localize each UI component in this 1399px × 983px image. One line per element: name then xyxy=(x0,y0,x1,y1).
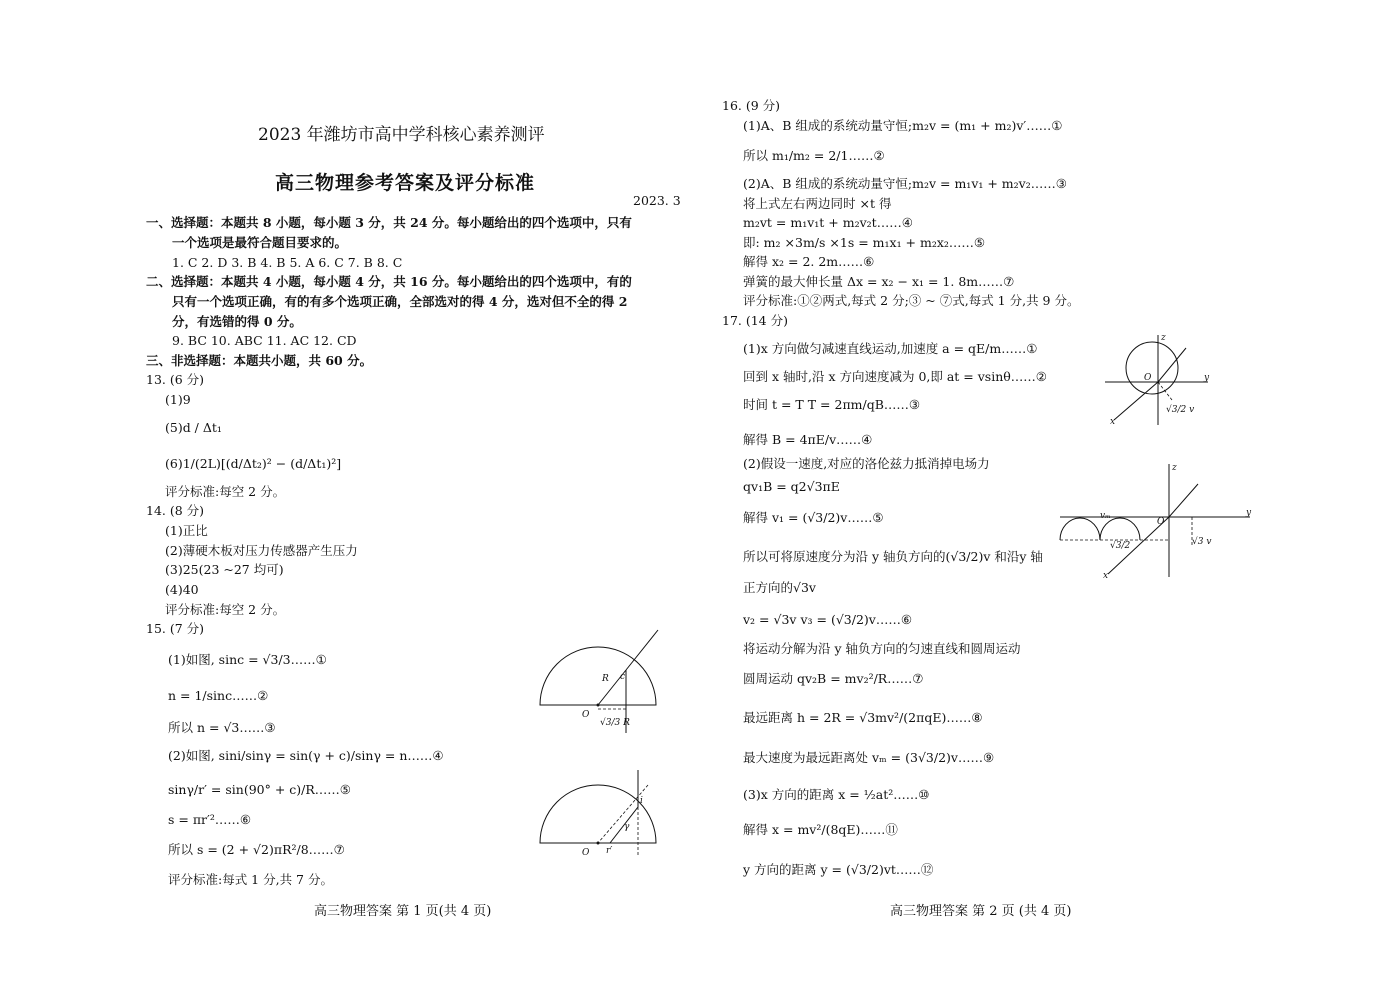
trajectory-arcs xyxy=(1060,518,1140,540)
q15-eq1: (1)如图, sinc = √3/3……① xyxy=(168,652,327,667)
section2-header-cont2: 分，有选错的得 0 分。 xyxy=(172,314,302,329)
q14-scoring: 评分标准:每空 2 分。 xyxy=(165,602,286,617)
q15-figure-2 xyxy=(530,765,670,865)
label-o: O xyxy=(582,848,590,858)
q17-eq12: 圆周运动 qv₂B = mv₂²/R……⑦ xyxy=(743,671,924,686)
q16-header: 16. (9 分) xyxy=(722,98,781,113)
section1-header-cont: 一个选项是最符合题目要求的。 xyxy=(172,235,348,250)
q16-eq2: 所以 m₁/m₂ = 2/1……② xyxy=(743,148,885,163)
x-axis xyxy=(1114,382,1158,420)
q17-eq10: v₂ = √3v v₃ = (√3/2)v……⑥ xyxy=(743,612,913,627)
velocity-line xyxy=(1158,348,1186,382)
label-v3: √3 v xyxy=(1192,537,1212,547)
label-vm: vₘ xyxy=(1100,511,1111,521)
q16-eq5: m₂vt = m₁v₁t + m₂v₂t……④ xyxy=(743,215,913,230)
q15-header: 15. (7 分) xyxy=(146,621,205,636)
dashed-proj xyxy=(1158,382,1172,400)
doc-title: 2023 年潍坊市高中学科核心素养测评 xyxy=(258,125,545,145)
q15-eq4: (2)如图, sini/sinγ = sin(γ + c)/sinγ = n……④ xyxy=(168,748,444,763)
q17-figure-1 xyxy=(1100,330,1220,430)
label-y: y xyxy=(1204,373,1210,383)
q17-eq14: 最大速度为最远距离处 vₘ = (3√3/2)v……⑨ xyxy=(743,750,995,765)
label-r-prime: r′ xyxy=(606,846,613,856)
section2-answers: 9. BC 10. ABC 11. AC 12. CD xyxy=(172,333,357,348)
label-i: i xyxy=(640,796,643,806)
label-y: y xyxy=(1246,508,1252,518)
q16-eq4: 将上式左右两边同时 ×t 得 xyxy=(743,196,892,211)
q17-eq1: (1)x 方向做匀减速直线运动,加速度 a = qE/m……① xyxy=(743,341,1038,356)
semicircle xyxy=(540,785,656,843)
label-x: x xyxy=(1103,571,1109,581)
label-z: z xyxy=(1161,333,1166,343)
incident-ray xyxy=(626,630,658,670)
left-page-footer: 高三物理答案 第 1 页(共 4 页) xyxy=(314,904,492,919)
q16-eq6: 即: m₂ ×3m/s ×1s = m₁x₁ + m₂x₂……⑤ xyxy=(743,235,986,250)
q15-eq2: n = 1/sinc……② xyxy=(168,688,269,703)
label-dist: √3/3 R xyxy=(600,718,630,728)
q17-eq17: y 方向的距离 y = (√3/2)vt……⑫ xyxy=(743,862,934,877)
velocity-line xyxy=(1169,484,1198,517)
q17-header: 17. (14 分) xyxy=(722,313,788,328)
q15-figure-1 xyxy=(530,625,670,735)
label-o: O xyxy=(1144,373,1152,383)
section2-header: 二、选择题：本题共 4 小题，每小题 4 分，共 16 分。每小题给出的四个选项中，有的 xyxy=(146,274,632,289)
label-gamma: γ xyxy=(624,822,630,832)
q14-header: 14. (8 分) xyxy=(146,503,205,518)
section1-answers: 1. C 2. D 3. B 4. B 5. A 6. C 7. B 8. C xyxy=(172,255,403,270)
q17-eq7: 解得 v₁ = (√3/2)v……⑤ xyxy=(743,510,884,525)
q16-eq8: 弹簧的最大伸长量 Δx = x₂ − x₁ = 1. 8m……⑦ xyxy=(743,274,1015,289)
section2-header-cont1: 只有一个选项正确，有的有多个选项正确，全部选对的得 4 分，选对但不全的得 2 xyxy=(172,294,628,309)
q13-header: 13. (6 分) xyxy=(146,372,205,387)
q17-figure-2 xyxy=(1058,462,1258,582)
q17-eq9: 正方向的√3v xyxy=(743,580,816,595)
q17-eq4: 解得 B = 4πE/v……④ xyxy=(743,432,873,447)
q14-part4: (4)40 xyxy=(165,582,199,597)
label-v: √3/2 v xyxy=(1166,405,1195,415)
semicircle xyxy=(540,647,656,705)
q14-part2: (2)薄硬木板对压力传感器产生压力 xyxy=(165,543,358,558)
right-page-footer: 高三物理答案 第 2 页 (共 4 页) xyxy=(890,904,1072,919)
label-z: z xyxy=(1172,463,1177,473)
q17-eq15: (3)x 方向的距离 x = ½at²……⑩ xyxy=(743,787,930,802)
q16-scoring: 评分标准:①②两式,每式 2 分;③ ~ ⑦式,每式 1 分,共 9 分。 xyxy=(743,293,1080,308)
q15-eq3: 所以 n = √3……③ xyxy=(168,720,276,735)
label-c: c xyxy=(620,672,626,682)
q13-part6: (6)1/(2L)[(d/Δt₂)² − (d/Δt₁)²] xyxy=(165,456,342,471)
q13-part5: (5)d / Δt₁ xyxy=(165,420,222,435)
normal-line xyxy=(598,785,648,843)
q13-part1: (1)9 xyxy=(165,392,191,407)
q16-eq1: (1)A、B 组成的系统动量守恒;m₂v = (m₁ + m₂)v′……① xyxy=(743,118,1063,133)
label-o: O xyxy=(1157,517,1165,527)
q17-eq2: 回到 x 轴时,沿 x 方向速度减为 0,即 at = vsinθ……② xyxy=(743,369,1047,384)
section1-header: 一、选择题：本题共 8 小题，每小题 3 分，共 24 分。每小题给出的四个选项中，只有 xyxy=(146,215,632,230)
q15-eq5: sinγ/r′ = sin(90° + c)/R……⑤ xyxy=(168,782,352,797)
q17-eq8: 所以可将原速度分为沿 y 轴负方向的(√3/2)v 和沿y 轴 xyxy=(743,549,1043,564)
label-o: O xyxy=(582,710,590,720)
q15-scoring: 评分标准:每式 1 分,共 7 分。 xyxy=(168,872,333,887)
q15-eq6: s = πr′²……⑥ xyxy=(168,812,252,827)
section3-header: 三、非选择题：本题共小题，共 60 分。 xyxy=(146,353,373,368)
q17-eq16: 解得 x = mv²/(8qE)……⑪ xyxy=(743,822,898,837)
label-r: R xyxy=(602,674,609,684)
q17-eq5: (2)假设一速度,对应的洛伦兹力抵消掉电场力 xyxy=(743,456,990,471)
answer-title: 高三物理参考答案及评分标准 xyxy=(275,172,536,194)
date: 2023. 3 xyxy=(633,193,681,208)
q17-eq11: 将运动分解为沿 y 轴负方向的匀速直线和圆周运动 xyxy=(743,641,1021,656)
q17-eq3: 时间 t = T T = 2πm/qB……③ xyxy=(743,397,921,412)
label-frac: √3/2 xyxy=(1110,541,1131,551)
q14-part3: (3)25(23 ~27 均可) xyxy=(165,562,284,577)
trajectory-circle xyxy=(1126,342,1178,394)
q14-part1: (1)正比 xyxy=(165,523,208,538)
q17-eq6: qv₁B = q2√3πE xyxy=(743,479,840,494)
q16-eq7: 解得 x₂ = 2. 2m……⑥ xyxy=(743,254,875,269)
q15-eq7: 所以 s = (2 + √2)πR²/8……⑦ xyxy=(168,842,345,857)
q13-scoring: 评分标准:每空 2 分。 xyxy=(165,484,286,499)
q16-eq3: (2)A、B 组成的系统动量守恒;m₂v = m₁v₁ + m₂v₂……③ xyxy=(743,176,1067,191)
q17-eq13: 最远距离 h = 2R = √3mv²/(2πqE)……⑧ xyxy=(743,710,983,725)
label-x: x xyxy=(1110,417,1116,427)
